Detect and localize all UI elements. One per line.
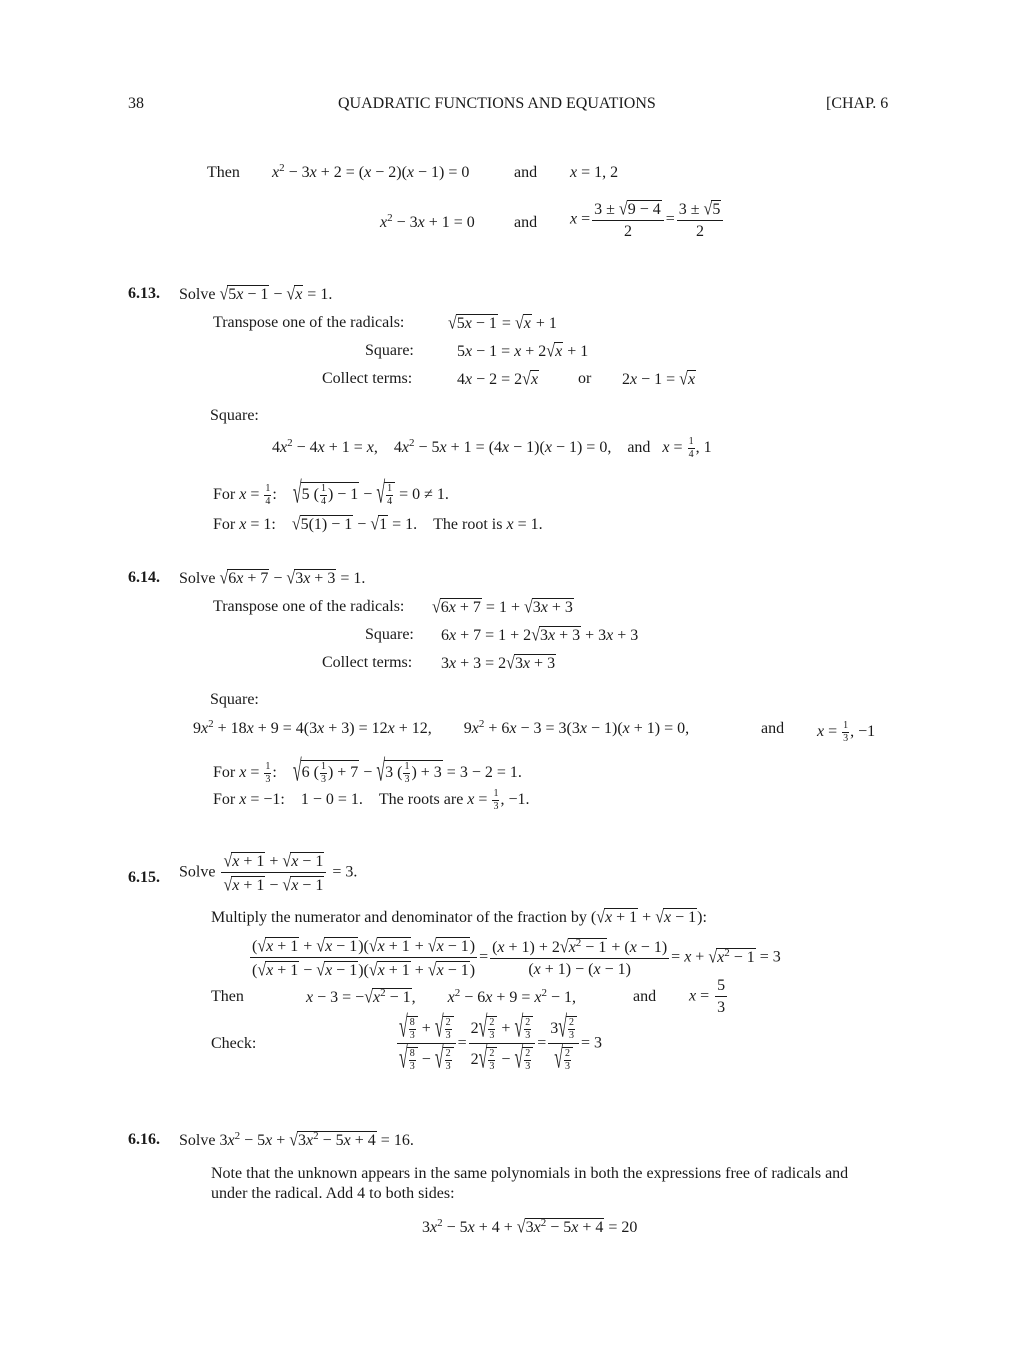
check-label-615: Check: xyxy=(211,1035,257,1052)
check-third: For x = $\frac{1}{3}$ : √6 ( $\frac{1}{3}$ ) + 7 − √3 ( $\frac{1}{3}$ ) + 3 = 3 − 2 = 1. xyxy=(213,756,522,789)
multiply-text: Multiply the numerator and denominator of the fraction by xyxy=(211,909,587,926)
step-eq-collect-alt: 2x − 1 = √x xyxy=(622,369,696,390)
equation-factor-1: $x^2 - 3x + 2 = (x - 2)(x - 1) = 0$ xyxy=(272,162,470,181)
step-label-collect: Collect terms: xyxy=(322,370,413,387)
and-label-2: and xyxy=(514,214,538,231)
or-label: or xyxy=(578,370,592,387)
and-label: and xyxy=(514,164,538,181)
and-label-615: and xyxy=(633,988,657,1005)
problem-statement-6-15: Solve $\frac{√x + 1 + √x - 1}{√x + 1 - √x - 1}$ = 3. xyxy=(179,851,358,896)
problem-statement-6-13: Solve √5x − 1 − √x = 1. xyxy=(179,284,333,305)
problem-number-6-13: 6.13. xyxy=(128,285,160,302)
note-line-2: under the radical. Add 4 to both sides: xyxy=(211,1185,455,1202)
running-title: QUADRATIC FUNCTIONS AND EQUATIONS xyxy=(338,95,656,112)
square-label-614: Square: xyxy=(210,691,259,708)
solve-label-614: Solve xyxy=(179,570,216,587)
check-quarter: For x = $\frac{1}{4}$ : √5 ( $\frac{1}{4}$ ) − 1 − √ $\frac{1}{4}$ = 0 ≠ 1. xyxy=(213,478,449,511)
for-label-614-2: For xyxy=(213,791,236,809)
step-eq-collect: 4x − 2 = 2√x xyxy=(457,369,539,390)
check-one: For x = 1: √5(1) − 1 − √1 = 1. The root is x = 1. xyxy=(213,514,543,535)
roots-1: x = 1, 2 xyxy=(570,164,619,181)
roots-2: x = $\frac{3 \pm √9 - 4}{2}$ = $\frac{3 \pm √5}{2}$ xyxy=(570,200,725,240)
check-eq-615: √ $\frac{8}{3}$ + √ $\frac{2}{3}$ √ $\frac{8}{3}$ − √ $\frac{2}{3}$ = 2√ $\frac{2}{3}$ + √ $\frac{2}{3}$ 2√ $\frac{2}{3}$ − √ $\frac{2}{3}$ = 3√ $\frac{2}{3}$ √ $\frac{2}{3}$ = 3 xyxy=(399,1012,603,1076)
problem-statement-6-14: Solve √6x + 7 − √3x + 3 = 1. xyxy=(179,568,366,589)
step-label-square: Square: xyxy=(365,342,414,359)
note-line-1: Note that the unknown appears in the same polynomials in both the expressions free of radicals and xyxy=(211,1165,849,1182)
for-label: For xyxy=(213,486,236,504)
step-eq-collect-614: 3x + 3 = 2√3x + 3 xyxy=(441,653,556,674)
equation-quadratic-2: $x^2 - 3x + 1 = 0$ xyxy=(380,212,475,231)
page-number: 38 xyxy=(128,95,144,112)
step-eq-transpose-614: √6x + 7 = 1 + √3x + 3 xyxy=(432,597,573,618)
for-label-614: For xyxy=(213,764,236,782)
for-label-2: For xyxy=(213,516,236,533)
then-eq-615: $x - 3 = -√x^2 - 1$, $x^2 - 6x + 9 = x^2 - 1$, xyxy=(306,987,577,1008)
add-four-eq: $3x^2 - 5x + 4 + √3x^2 - 5x + 4 = 20$ xyxy=(422,1217,638,1238)
step-eq-square: 5x − 1 = x + 2√x + 1 xyxy=(457,341,589,362)
problem-number-6-15: 6.15. xyxy=(128,869,160,886)
root-615: x = $\frac{5}{3}$ xyxy=(689,977,726,1016)
solve-label-615: Solve xyxy=(179,863,216,881)
check-neg-one: For x = −1: 1 − 0 = 1. The roots are x = $\frac{1}{3}$ , −1. xyxy=(213,788,530,812)
problem-number-6-14: 6.14. xyxy=(128,569,160,586)
multiplied-fraction: $\frac{(√x + 1 + √x - 1)(√x + 1 + √x - 1)}{(√x + 1 - √x - 1)(√x + 1 + √x - 1)}$ = $\frac{(x + 1) + 2√x^2 - 1 + (x - 1)}{(x + 1) - (x - 1)}$ = $x + √x^2 - 1 = 3$ xyxy=(252,936,781,981)
step-label-transpose-614: Transpose one of the radicals: xyxy=(213,598,405,615)
problem-statement-6-16: Solve $3x^2 - 5x + √3x^2 - 5x + 4 = 16$. xyxy=(179,1130,414,1151)
step-label-square-614: Square: xyxy=(365,626,414,643)
solve-label-616: Solve xyxy=(179,1132,216,1149)
then-label-615: Then xyxy=(211,988,244,1005)
chapter-label: [CHAP. 6 xyxy=(826,95,889,112)
and-label-614: and xyxy=(761,720,785,737)
step-eq-square-614: 6x + 7 = 1 + 2√3x + 3 + 3x + 3 xyxy=(441,625,639,646)
multiply-instruction: Multiply the numerator and denominator of the fraction by (√x + 1 + √x − 1): xyxy=(211,907,707,928)
step-label-collect-614: Collect terms: xyxy=(322,654,413,671)
then-label: Then xyxy=(207,164,240,181)
square-result: $4x^2 - 4x + 1 = x$, $4x^2 - 5x + 1 = (4x - 1)(x - 1) = 0$, and x = $\frac{1}{4}$ , 1 xyxy=(272,436,712,460)
problem-number-6-16: 6.16. xyxy=(128,1131,160,1148)
step-label-transpose: Transpose one of the radicals: xyxy=(213,314,405,331)
square-label: Square: xyxy=(210,407,259,424)
roots-text: The roots are xyxy=(378,791,464,809)
square-result-614: $9x^2 + 18x + 9 = 4(3x + 3) = 12x + 12$, $9x^2 + 6x - 3 = 3(3x - 1)(x + 1) = 0$, xyxy=(193,718,690,737)
solve-label: Solve xyxy=(179,286,216,303)
roots-614: x = $\frac{1}{3}$ , −1 xyxy=(817,720,876,744)
step-eq-transpose: √5x − 1 = √x + 1 xyxy=(448,313,557,334)
root-text: The root is xyxy=(433,516,503,533)
and-label-613: and xyxy=(627,439,651,457)
